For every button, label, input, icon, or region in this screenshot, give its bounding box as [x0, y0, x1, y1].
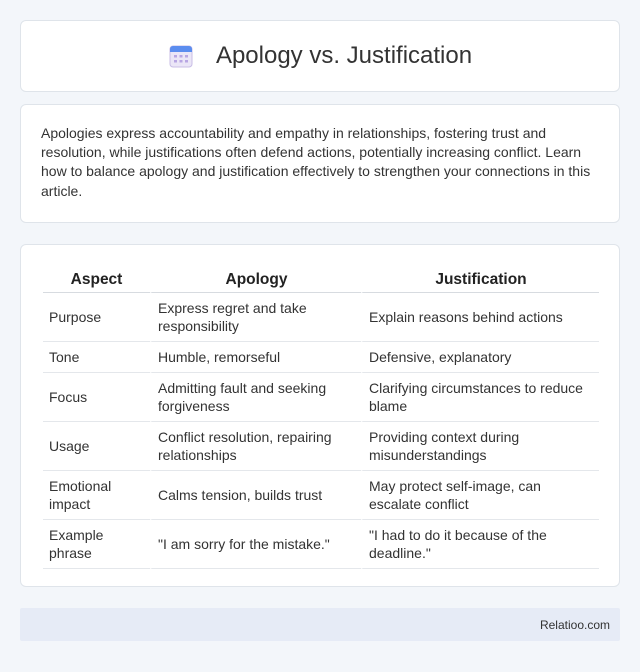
cell-aspect: Emotional impact — [43, 471, 150, 520]
header-card — [20, 20, 620, 92]
cell-justification: May protect self-image, can escalate conflict — [361, 471, 599, 520]
cell-justification: "I had to do it because of the deadline." — [361, 520, 599, 569]
calendar-icon — [168, 43, 194, 69]
table-header-row — [43, 264, 599, 293]
cell-apology: Conflict resolution, repairing relationships — [150, 422, 361, 471]
table-row — [43, 471, 599, 520]
cell-aspect: Example phrase — [43, 520, 150, 569]
cell-aspect: Tone — [43, 342, 150, 373]
footer — [20, 608, 620, 641]
cell-apology: Express regret and take responsibility — [150, 293, 361, 342]
cell-apology: "I am sorry for the mistake." — [150, 520, 361, 569]
cell-aspect: Purpose — [43, 293, 150, 342]
cell-aspect: Usage — [43, 422, 150, 471]
comparison-table — [43, 264, 599, 569]
cell-apology: Calms tension, builds trust — [150, 471, 361, 520]
title-wrap — [168, 42, 472, 70]
cell-aspect: Focus — [43, 373, 150, 422]
cell-apology: Humble, remorseful — [150, 342, 361, 373]
table-row — [43, 422, 599, 471]
table-card — [20, 244, 620, 587]
cell-apology: Admitting fault and seeking forgiveness — [150, 373, 361, 422]
table-row — [43, 293, 599, 342]
cell-justification: Explain reasons behind actions — [361, 293, 599, 342]
table-row — [43, 373, 599, 422]
table-row — [43, 520, 599, 569]
footer-site-link[interactable]: Relatioo.com — [539, 617, 610, 632]
header-aspect: Aspect — [43, 264, 150, 293]
page-title: Apology vs. Justification — [215, 42, 473, 69]
cell-justification: Defensive, explanatory — [361, 342, 599, 373]
header-justification: Justification — [361, 264, 599, 293]
intro-card — [20, 104, 620, 223]
cell-justification: Clarifying circumstances to reduce blame — [361, 373, 599, 422]
cell-justification: Providing context during misunderstandings — [361, 422, 599, 471]
header-apology: Apology — [150, 264, 361, 293]
table-row — [43, 342, 599, 373]
intro-text: Apologies express accountability and empathy in relationships, fostering trust and resolution, while justifications often defend actions, potentially increasing conflict. Learn how to balance apology and justification effectively to strengthen your connections in this article. — [41, 125, 591, 199]
